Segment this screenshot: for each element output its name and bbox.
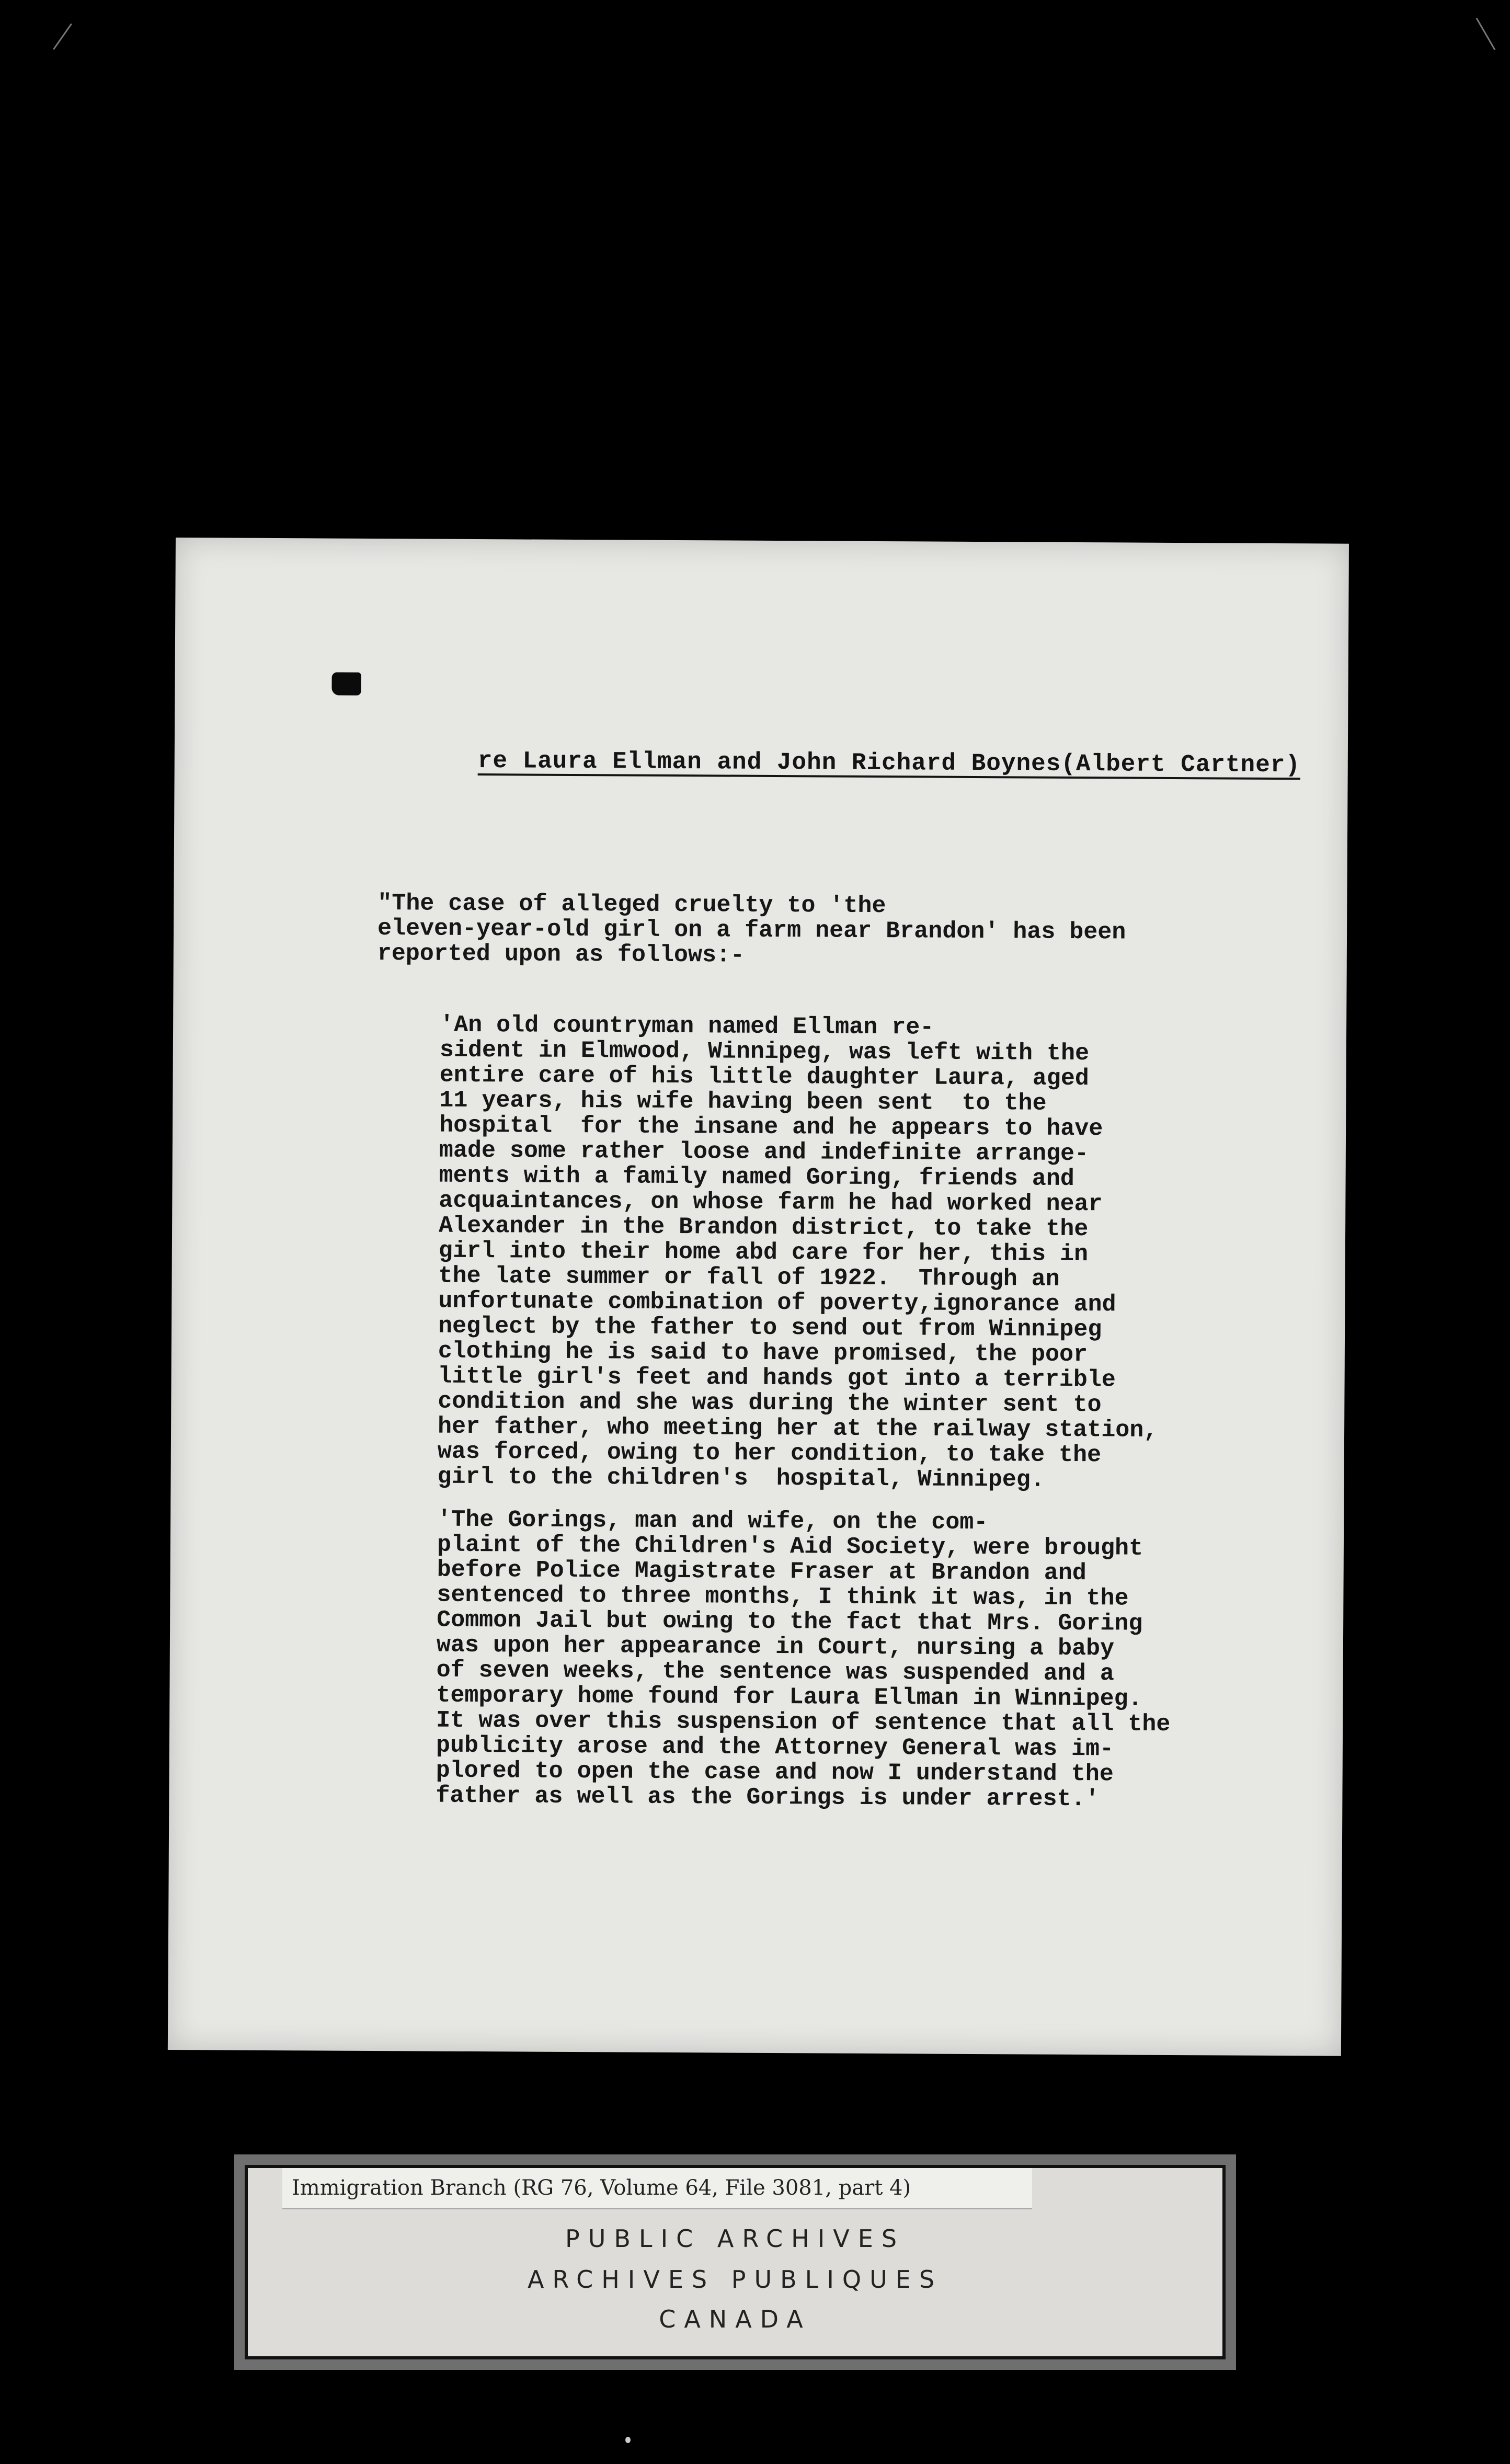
archive-reference-strip: Immigration Branch (RG 76, Volume 64, File 3081, part 4): [282, 2168, 1032, 2209]
archive-label-line-2: ARCHIVES PUBLIQUES: [527, 2265, 943, 2294]
report-paragraph-1: 'An old countryman named Ellman re- sident in Elmwood, Winnipeg, was left with the entire care of his little daughter Laura, aged 11 years, his wife having been sent to the hospital for the insane and he appears to have made some rather loose and indefinite arrange- ments with a family named Goring, friends and acquaintances, on whose farm he had worked near Alexander in the Brandon district, to take the girl into their home abd care for her, this in the late summer or fall of 1922. Through an unfortunate combination of poverty,ignorance and neglect by the father to send out from Winnipeg clothing he is said to have promised, the poor little girl's feet and hands got into a terrible condition and she was during the winter sent to her father, who meeting her at the railway station, was forced, owing to her condition, to take the girl to the children's hospital, Winnipeg.: [437, 1011, 1158, 1493]
film-speck: [625, 2437, 631, 2443]
document-heading: re Laura Ellman and John Richard Boynes(Albert Cartner): [477, 747, 1301, 779]
film-scratch: [1476, 18, 1496, 50]
intro-paragraph: "The case of alleged cruelty to 'the eleven-year-old girl on a farm near Brandon' has been reported upon as follows:-: [377, 890, 1126, 969]
document-page: [168, 538, 1349, 2056]
film-scratch: [53, 24, 72, 50]
punch-hole-mark: [331, 672, 361, 695]
archive-label-line-3: CANADA: [659, 2305, 811, 2333]
archive-label-line-1: PUBLIC ARCHIVES: [565, 2225, 906, 2253]
report-paragraph-2: 'The Gorings, man and wife, on the com- plaint of the Children's Aid Society, were brought before Police Magistrate Fraser at Brandon and sentenced to three months, I think it was, in the Common Jail but owing to the fact that Mrs. Goring was upon her appearance in Court, nursing a baby of seven weeks, the sentence was suspended and a temporary home found for Laura Ellman in Winnipeg. It was over this suspension of sentence that all the publicity arose and the Attorney General was im- plored to open the case and now I understand the father as well as the Gorings is under arrest.': [436, 1506, 1171, 1813]
